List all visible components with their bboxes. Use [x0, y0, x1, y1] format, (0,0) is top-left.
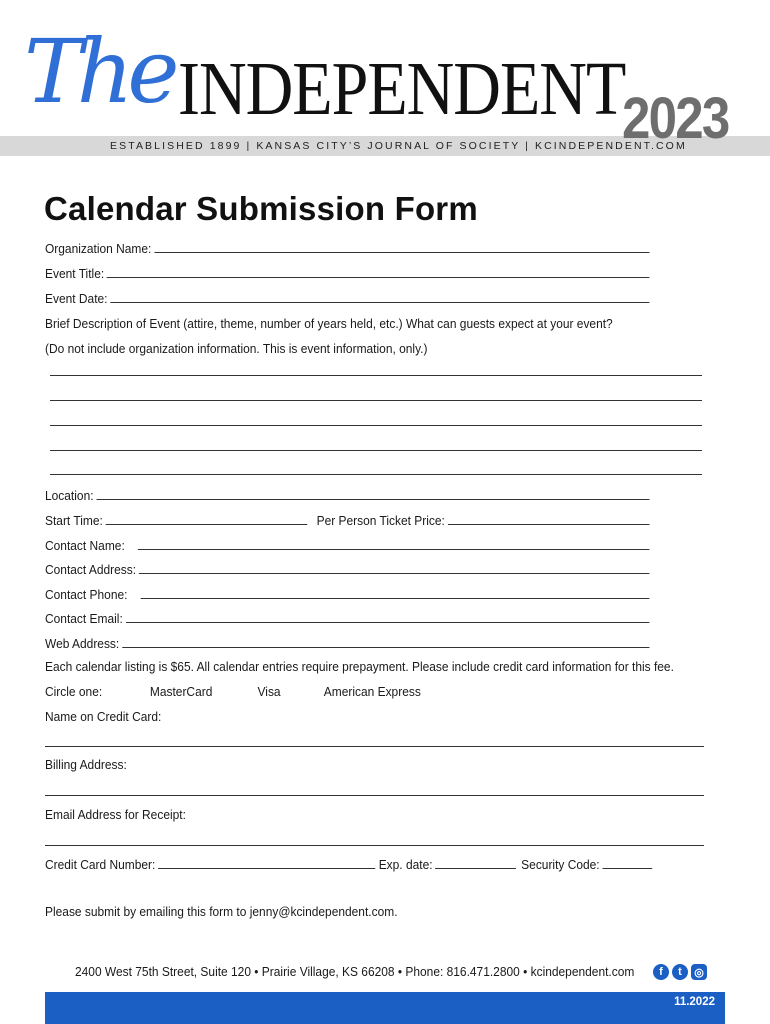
contact-address-row [45, 559, 649, 577]
social-icons [653, 964, 707, 980]
card-option-mastercard[interactable]: MasterCard [149, 684, 213, 699]
billing-address-label: Billing Address: [45, 757, 127, 772]
card-number-row [45, 854, 652, 872]
event-title-row [45, 263, 649, 281]
contact-address-label: Contact Address: [45, 562, 137, 577]
contact-name-row [45, 535, 649, 553]
organization-name-label: Organization Name: [45, 241, 152, 256]
event-date-label: Event Date: [45, 291, 108, 306]
email-receipt-field[interactable] [45, 845, 704, 846]
location-label: Location: [45, 488, 94, 503]
masthead [0, 0, 770, 175]
organization-name-row [45, 238, 649, 256]
event-date-row [45, 288, 649, 306]
ticket-price-label: Per Person Ticket Price: [316, 513, 445, 528]
email-receipt-label: Email Address for Receipt: [45, 807, 186, 822]
organization-name-field[interactable] [154, 239, 649, 253]
submit-note: Please submit by emailing this form to jenny@kcindependent.com. [45, 904, 398, 919]
logo-title: INDEPENDENT [178, 47, 626, 132]
ticket-price-field[interactable] [448, 511, 650, 525]
exp-date-label: Exp. date: [378, 857, 433, 872]
security-code-field[interactable] [602, 855, 652, 869]
name-on-card-label: Name on Credit Card: [45, 709, 162, 724]
description-line[interactable] [50, 375, 702, 376]
start-time-row [45, 510, 649, 528]
start-time-label: Start Time: [45, 513, 103, 528]
description-line[interactable] [50, 400, 702, 401]
footer-band [45, 992, 725, 1024]
contact-phone-field[interactable] [140, 585, 649, 599]
description-line[interactable] [50, 425, 702, 426]
description-prompt: Brief Description of Event (attire, theme, number of years held, etc.) What can guests expect at your event? [45, 316, 613, 331]
card-option-amex[interactable]: American Express [323, 684, 421, 699]
security-code-label: Security Code: [521, 857, 600, 872]
event-title-label: Event Title: [45, 266, 105, 281]
card-number-label: Credit Card Number: [45, 857, 156, 872]
location-row [45, 485, 649, 503]
fee-note: Each calendar listing is $65. All calendar entries require prepayment. Please include credit card information for this fee. [45, 659, 674, 674]
footer-date: 11.2022 [674, 996, 715, 1008]
contact-email-label: Contact Email: [45, 611, 123, 626]
card-options-row [45, 684, 421, 699]
contact-email-field[interactable] [126, 609, 650, 623]
contact-address-field[interactable] [139, 560, 650, 574]
logo-the: The [24, 20, 174, 123]
twitter-icon[interactable]: t [672, 964, 688, 980]
contact-phone-label: Contact Phone: [45, 587, 128, 602]
year: 2023 [622, 86, 729, 151]
event-date-field[interactable] [110, 289, 649, 303]
web-address-row [45, 633, 649, 651]
footer-address: 2400 West 75th Street, Suite 120 • Prairie Village, KS 66208 • Phone: 816.471.2800 • kcindependent.com [75, 964, 635, 979]
instagram-icon[interactable]: ◎ [691, 964, 707, 980]
web-address-label: Web Address: [45, 636, 120, 651]
description-line[interactable] [50, 474, 702, 475]
web-address-field[interactable] [122, 634, 649, 648]
location-field[interactable] [96, 486, 649, 500]
contact-name-label: Contact Name: [45, 538, 125, 553]
tagline: ESTABLISHED 1899 | KANSAS CITY’S JOURNAL OF SOCIETY | KCINDEPENDENT.COM [110, 140, 687, 152]
card-number-field[interactable] [158, 855, 375, 869]
billing-address-field[interactable] [45, 795, 704, 796]
start-time-field[interactable] [106, 511, 308, 525]
name-on-card-field[interactable] [45, 746, 704, 747]
form-title: Calendar Submission Form [44, 190, 478, 227]
facebook-icon[interactable]: f [653, 964, 669, 980]
exp-date-field[interactable] [435, 855, 515, 869]
contact-name-field[interactable] [138, 536, 650, 550]
event-title-field[interactable] [107, 264, 650, 278]
description-line[interactable] [50, 450, 702, 451]
card-option-visa[interactable]: Visa [257, 684, 281, 699]
contact-phone-row [45, 584, 649, 602]
circle-one-label: Circle one: [45, 684, 103, 699]
description-note: (Do not include organization information. This is event information, only.) [45, 341, 428, 356]
contact-email-row [45, 608, 649, 626]
